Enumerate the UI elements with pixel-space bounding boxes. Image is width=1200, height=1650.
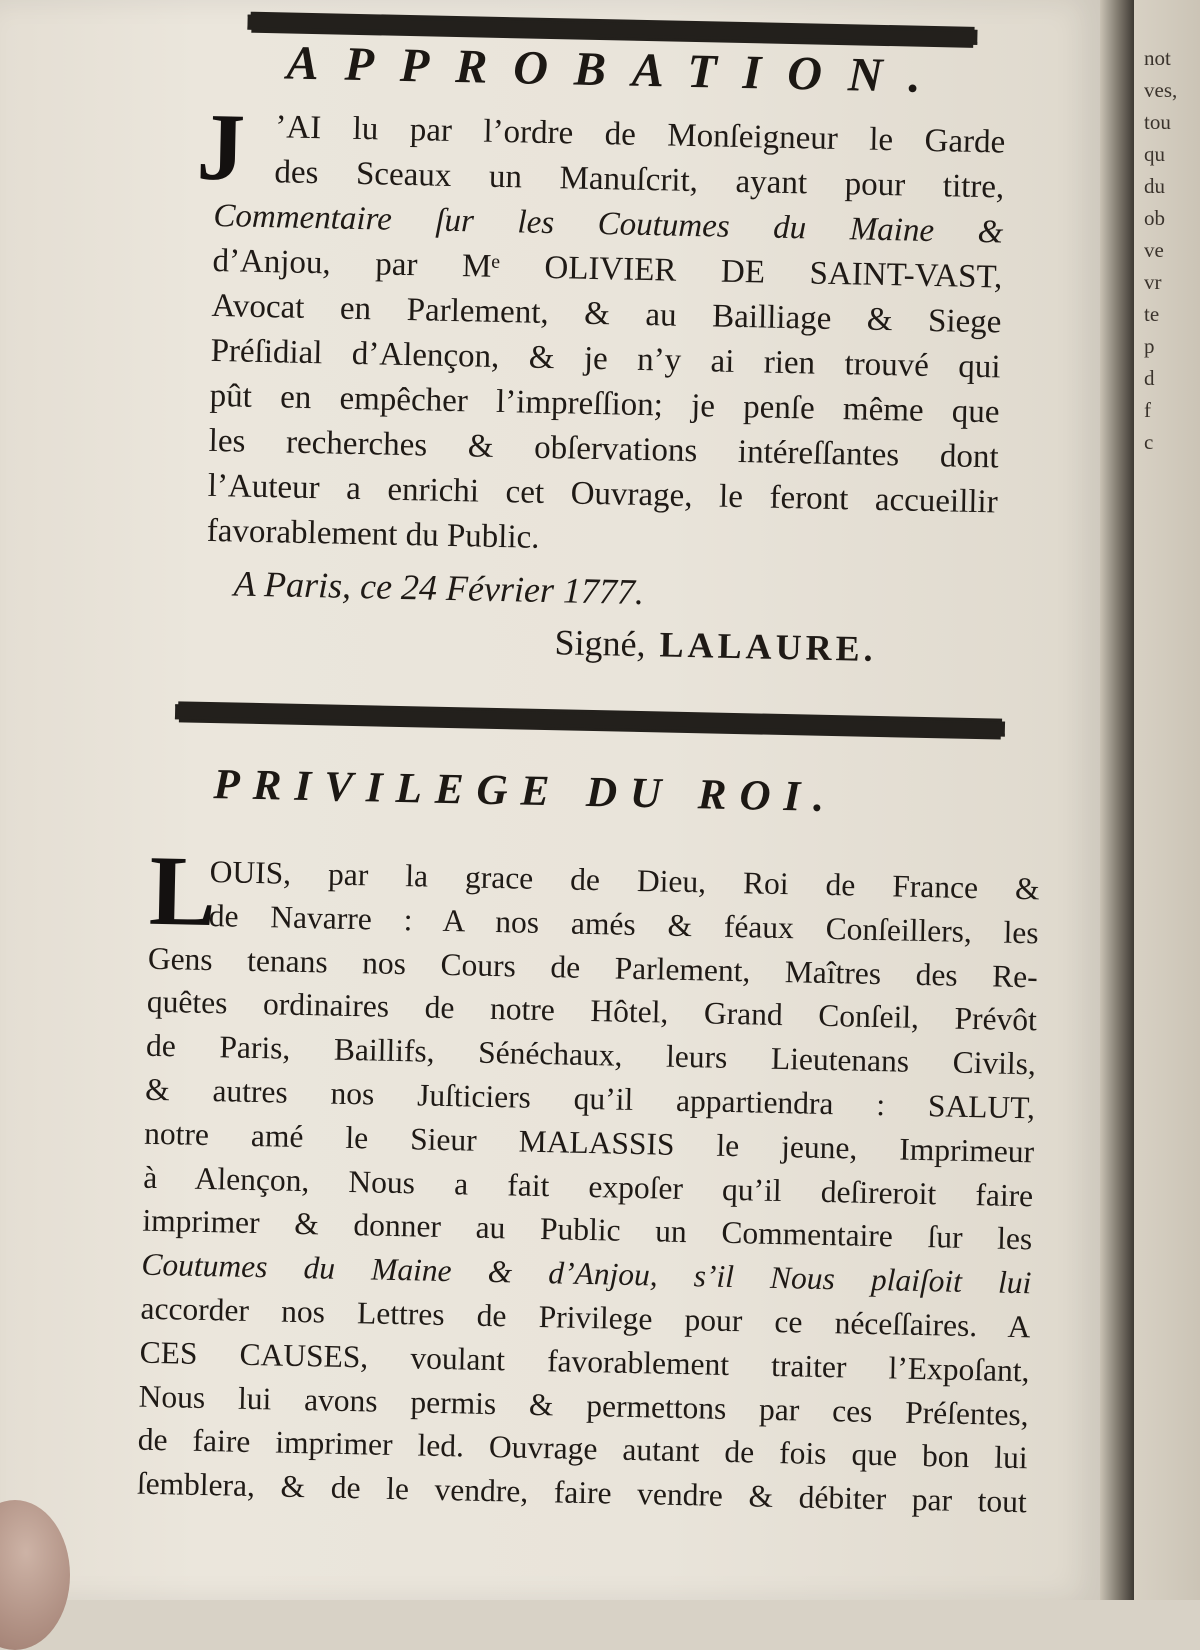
text-line: pût en empêcher l’impreſſion; je penſe même que	[209, 377, 1000, 431]
text-line: Coutumes du Maine & d’Anjou, s’il Nous plaiſoit lui	[141, 1246, 1032, 1301]
text-line: imprimer & donner au Public un Commentaire ſur les	[142, 1203, 1033, 1257]
page-gutter-shadow	[1100, 0, 1134, 1600]
facing-page-text-fragments	[1144, 42, 1177, 458]
approbation-signature	[554, 621, 877, 670]
fragment: ob	[1144, 206, 1165, 230]
text-line: ’AI lu par l’ordre de Monſeigneur le Garde	[274, 109, 1006, 161]
approbation-drop-cap: J	[195, 92, 247, 201]
text-line: ſemblera, & de le vendre, faire vendre & débiter par tout	[136, 1465, 1028, 1520]
text-line: accorder nos Lettres de Privilege pour ce néceſſaires. A	[140, 1290, 1031, 1345]
text-line: les recherches & obſervations intéreſſantes dont	[208, 422, 999, 476]
text-line: & autres nos Juſticiers qu’il appartiendra : SALUT,	[144, 1071, 1036, 1126]
section-divider-rule	[175, 704, 1005, 736]
text-line: l’Auteur a enrichi cet Ouvrage, le feront accueillir	[207, 467, 999, 521]
fragment: qu	[1144, 142, 1165, 166]
fragment: te	[1144, 302, 1160, 326]
text-line: Commentaire ſur les Coutumes du Maine &	[213, 197, 1004, 251]
text-line: favorablement du Public.	[206, 512, 540, 556]
text-line: OUIS, par la grace de Dieu, Roi de France &	[209, 854, 1040, 907]
text-line: de Paris, Baillifs, Sénéchaux, leurs Lieutenans Civils,	[145, 1027, 1037, 1082]
text-line: Préſidial d’Alençon, & je n’y ai rien trouvé qui	[210, 332, 1001, 386]
signature-name: LALAURE.	[659, 624, 878, 669]
fragment: ves,	[1144, 78, 1178, 102]
fragment: du	[1144, 174, 1165, 198]
approbation-heading: APPROBATION.	[286, 36, 948, 104]
privilege-paragraph	[136, 849, 1040, 1524]
text-line: d’Anjou, par Mᵉ OLIVIER DE SAINT-VAST,	[212, 242, 1003, 296]
fragment: c	[1144, 430, 1154, 454]
facing-page-edge	[1134, 0, 1200, 1600]
text-line: quêtes ordinaires de notre Hôtel, Grand Conſeil, Prévôt	[146, 984, 1038, 1038]
text-line: de Navarre : A nos amés & féaux Conſeillers, les	[208, 897, 1040, 951]
fragment: tou	[1144, 110, 1171, 134]
text-line: Gens tenans nos Cours de Parlement, Maîtres des Re-	[147, 940, 1039, 994]
fragment: f	[1144, 398, 1151, 422]
text-line: de faire imprimer led. Ouvrage autant de fois que bon lui	[137, 1422, 1029, 1476]
page-text-block	[136, 0, 1040, 1520]
text-line: Nous lui avons permis & permettons par ces Préſentes,	[138, 1378, 1029, 1432]
text-line: Avocat en Parlement, & au Bailliage & Siege	[211, 287, 1002, 341]
fragment: not	[1144, 46, 1171, 70]
fragment: ve	[1144, 238, 1164, 262]
privilege-heading: PRIVILEGE DU ROI.	[213, 761, 838, 822]
text-line: à Alençon, Nous a fait expoſer qu’il deſireroit faire	[142, 1159, 1034, 1213]
fragment: vr	[1144, 270, 1162, 294]
fragment: d	[1144, 366, 1155, 390]
privilege-drop-cap: L	[148, 834, 218, 948]
approbation-dateline: A Paris, ce 24 Février 1777.	[233, 563, 645, 613]
text-line: des Sceaux un Manuſcrit, ayant pour titre,	[274, 154, 1005, 206]
text-line: CES CAUSES, voulant favorablement traiter l’Expoſant,	[139, 1334, 1030, 1389]
text-line: notre amé le Sieur MALASSIS le jeune, Imprimeur	[143, 1115, 1035, 1170]
fragment: p	[1144, 334, 1155, 358]
signature-label: Signé,	[554, 622, 647, 665]
approbation-paragraph	[206, 104, 1005, 570]
